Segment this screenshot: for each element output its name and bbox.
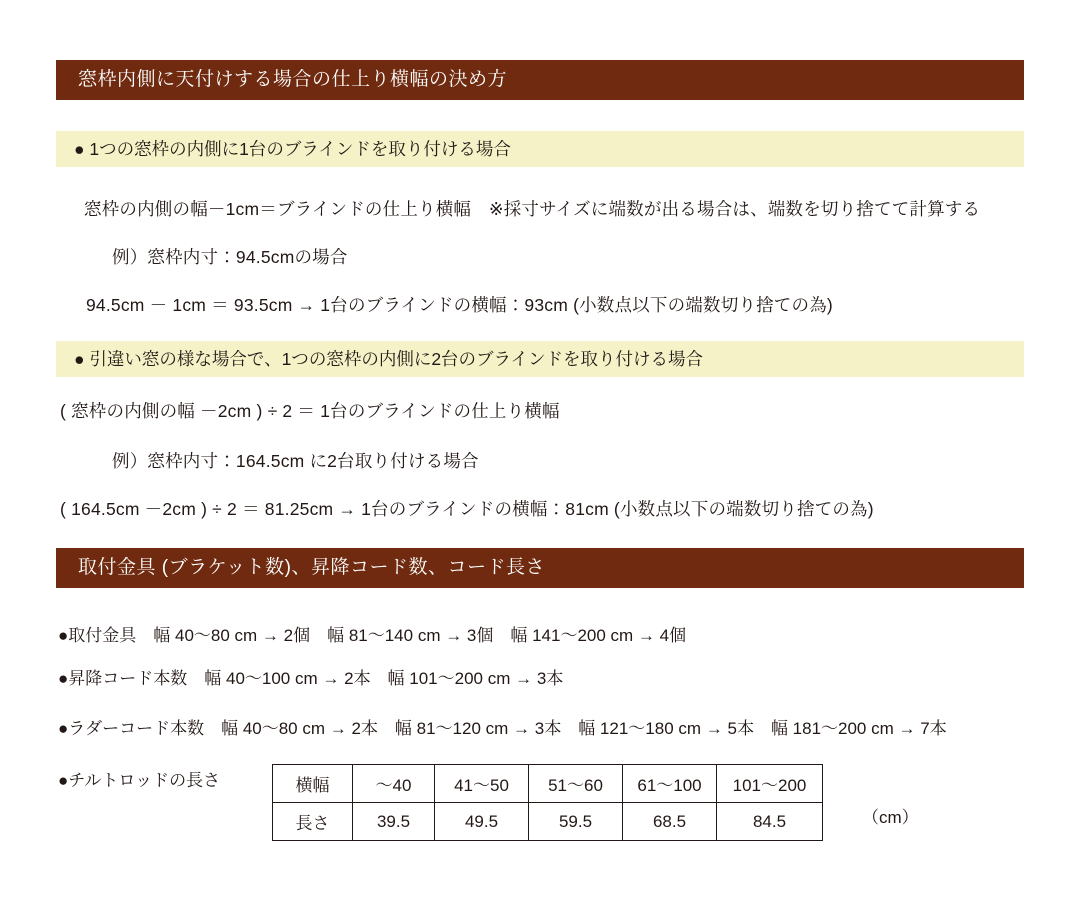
section-1-title-bar: 窓枠内側に天付けする場合の仕上り横幅の決め方 [56, 60, 1024, 100]
section-1-sub1-line-1: 窓枠の内側の幅－1cm＝ブラインドの仕上り横幅 ※採寸サイズに端数が出る場合は、端数を切り捨てて計算する [84, 199, 981, 219]
table-header-col-4: 61〜100 [623, 765, 717, 803]
table-cell-length-3: 59.5 [529, 803, 623, 841]
table-cell-length-5: 84.5 [717, 803, 823, 841]
section-1-subheading-2: ● 引違い窓の様な場合で、1つの窓枠の内側に2台のブラインドを取り付ける場合 [56, 341, 1024, 377]
table-row-header-width: 横幅 [273, 765, 353, 803]
section-2-item-lift-cords: ●昇降コード本数 幅 40〜100 cm → 2本 幅 101〜200 cm → 3本 [58, 669, 564, 688]
table-row-header-length: 長さ [273, 803, 353, 841]
table-row [273, 765, 823, 803]
section-1-sub2-line-2: 例）窓枠内寸：164.5cm に2台取り付ける場合 [112, 451, 479, 471]
section-1-subheading-1: ● 1つの窓枠の内側に1台のブラインドを取り付ける場合 [56, 131, 1024, 167]
table-cell-length-1: 39.5 [353, 803, 435, 841]
section-1-sub2-line-1: ( 窓枠の内側の幅 －2cm ) ÷ 2 ＝ 1台のブラインドの仕上り横幅 [60, 401, 560, 421]
section-1-sub1-line-3: 94.5cm － 1cm ＝ 93.5cm → 1台のブラインドの横幅：93cm (小数点以下の端数切り捨ての為) [86, 295, 833, 315]
section-2-title-bar: 取付金具 (ブラケット数)、昇降コード数、コード長さ [56, 548, 1024, 588]
table-header-col-3: 51〜60 [529, 765, 623, 803]
table-cell-length-2: 49.5 [435, 803, 529, 841]
table-header-col-2: 41〜50 [435, 765, 529, 803]
section-2-item-tilt-rod: ●チルトロッドの長さ [58, 771, 221, 790]
table-row [273, 803, 823, 841]
section-2-item-brackets: ●取付金具 幅 40〜80 cm → 2個 幅 81〜140 cm → 3個 幅 141〜200 cm → 4個 [58, 626, 687, 645]
tilt-rod-length-table [272, 764, 823, 841]
table-header-col-5: 101〜200 [717, 765, 823, 803]
table-header-col-1: 〜40 [353, 765, 435, 803]
section-1-sub1-line-2: 例）窓枠内寸：94.5cmの場合 [112, 247, 348, 267]
section-2-item-ladder-cords: ●ラダーコード本数 幅 40〜80 cm → 2本 幅 81〜120 cm → 3本 幅 121〜180 cm → 5本 幅 181〜200 cm → 7本 [58, 719, 947, 738]
table-unit-label: （cm） [862, 808, 919, 827]
table-cell-length-4: 68.5 [623, 803, 717, 841]
section-1-sub2-line-3: ( 164.5cm －2cm ) ÷ 2 ＝ 81.25cm → 1台のブラインドの横幅：81cm (小数点以下の端数切り捨ての為) [60, 499, 874, 519]
